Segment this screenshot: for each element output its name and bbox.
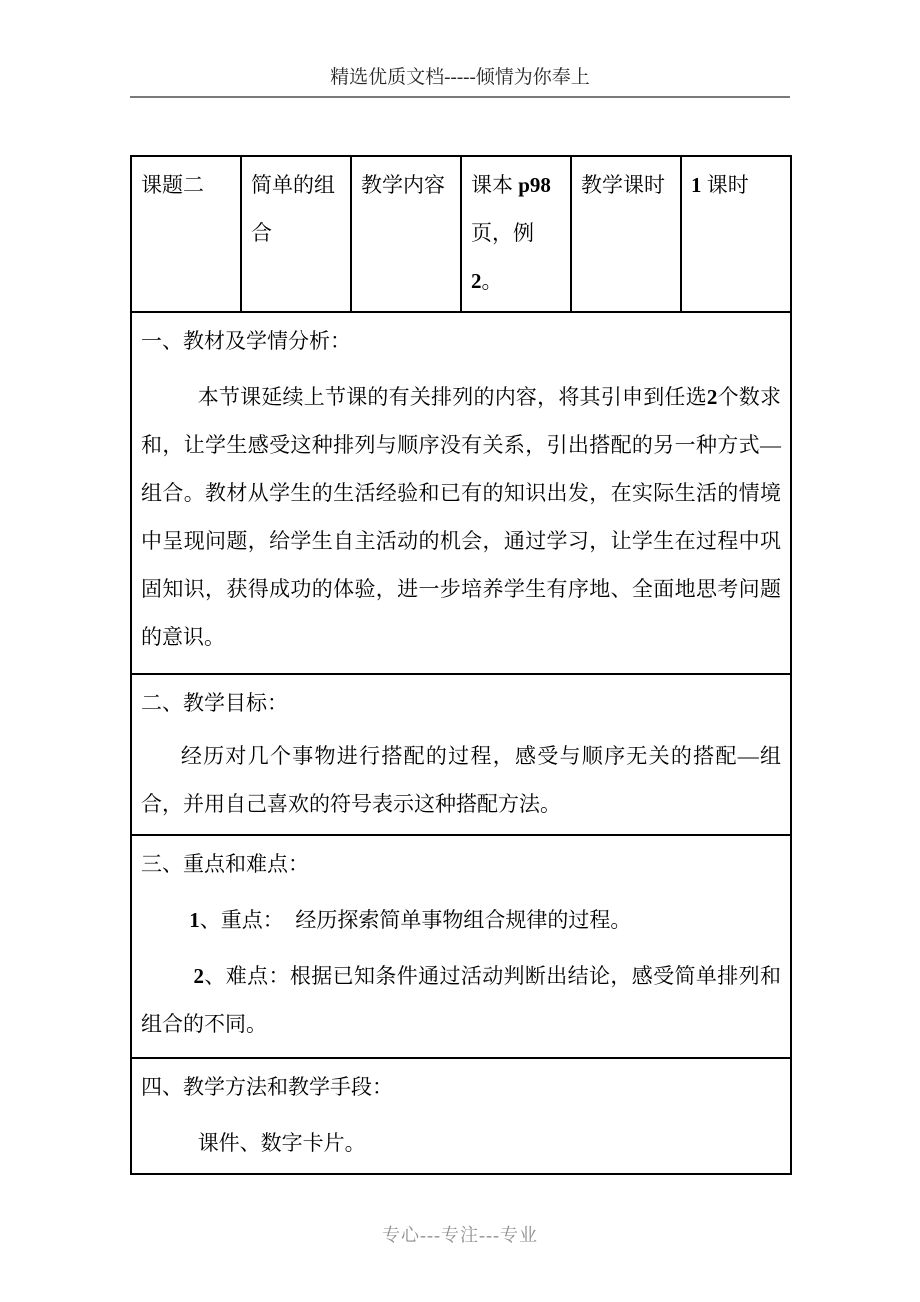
- content-page-number: p98: [518, 173, 551, 197]
- analysis-body-number: 2: [706, 385, 718, 409]
- section-objectives-heading: 二、教学目标：: [141, 691, 288, 715]
- period-number: 1: [691, 173, 702, 197]
- keypoint-1-label: 、重点：: [199, 908, 284, 932]
- page-footer-text: 专心---专注---专业: [382, 1225, 538, 1245]
- content-value-cell: [461, 156, 571, 312]
- content-value-pre: 课本: [471, 173, 519, 197]
- keypoint-2-number: 2: [193, 964, 204, 988]
- section-methods-row: [131, 1058, 791, 1174]
- keypoint-item-1: [141, 896, 781, 944]
- section-keypoints-cell: [131, 835, 791, 1058]
- section-objectives-cell: [131, 674, 791, 835]
- analysis-body-pre: 本节课延续上节课的有关排列的内容，将其引申到任选: [197, 385, 707, 409]
- page-header-text: 精选优质文档-----倾情为你奉上: [330, 67, 590, 88]
- topic-label-cell: 课题二: [131, 156, 241, 312]
- section-keypoints-row: [131, 835, 791, 1058]
- topic-value-cell: 简单的组合: [241, 156, 351, 312]
- section-keypoints-heading: 三、重点和难点：: [141, 852, 309, 876]
- content-value-mid: 页，例: [471, 221, 534, 245]
- content-value-end: 。: [481, 269, 503, 293]
- period-label-cell: 教学课时: [571, 156, 681, 312]
- header-divider: [130, 96, 790, 98]
- section-methods-body: 课件、数字卡片。: [197, 1131, 366, 1155]
- table-header-row: [131, 156, 791, 312]
- section-objectives-row: [131, 674, 791, 835]
- section-methods-cell: [131, 1058, 791, 1174]
- keypoint-1-text: 经历探索简单事物组合规律的过程。: [295, 908, 632, 932]
- section-objectives-body: 经历对几个事物进行搭配的过程，感受与顺序无关的搭配—组合，并用自己喜欢的符号表示这种搭配方法。: [141, 744, 781, 816]
- section-analysis-row: [131, 312, 791, 674]
- section-methods-heading: 四、教学方法和教学手段：: [141, 1075, 393, 1099]
- period-unit: 课时: [701, 173, 749, 197]
- content-label-cell: 教学内容: [351, 156, 461, 312]
- section-analysis-heading: 一、教材及学情分析：: [141, 329, 351, 353]
- keypoint-1-number: 1: [189, 908, 200, 932]
- lesson-plan-table: [130, 155, 792, 1175]
- keypoint-2-text: 根据已知条件通过活动判断出结论，感受简单排列和组合的不同。: [141, 964, 782, 1036]
- period-value-cell: [681, 156, 791, 312]
- section-analysis-cell: [131, 312, 791, 674]
- analysis-body-post: 个数求和，让学生感受这种排列与顺序没有关系，引出搭配的另一种方式—组合。教材从学生的生活经验和已有的知识出发，在实际生活的情境中呈现问题，给学生自主活动的机会，通过学习，让学生在过程中巩固知识，获得成功的体验，进一步培养学生有序地、全面地思考问题的意识。: [141, 385, 782, 649]
- content-example-number: 2: [471, 269, 482, 293]
- keypoint-2-label: 、难点：: [204, 964, 290, 988]
- keypoint-item-2: [141, 952, 781, 1048]
- section-analysis-body: [141, 373, 781, 661]
